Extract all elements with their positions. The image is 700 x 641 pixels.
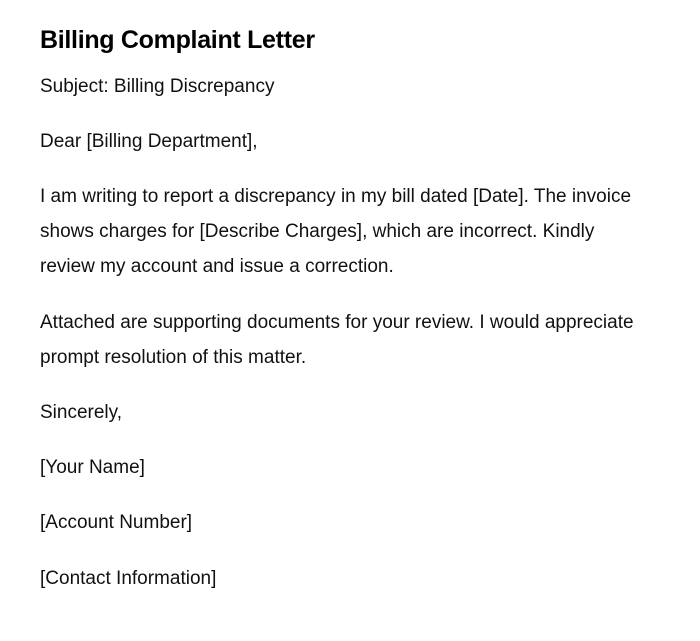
letter-document [40,22,650,596]
letter-closing: Sincerely, [40,402,123,423]
signature-account-number: [Account Number] [40,512,193,533]
signature-contact-information: [Contact Information] [40,568,217,589]
letter-subject: Subject: Billing Discrepancy [40,76,275,97]
letter-salutation: Dear [Billing Department], [40,131,258,152]
signature-name: [Your Name] [40,457,145,478]
letter-body-paragraph: Attached are supporting documents for your review. I would appreciate prompt resolution of this matter. [40,312,634,368]
letter-title: Billing Complaint Letter [40,26,315,54]
letter-body-paragraph: I am writing to report a discrepancy in my bill dated [Date]. The invoice shows charges for [Describe Charges], which are incorrect. Kindly review my account and issue a correction. [40,186,632,277]
